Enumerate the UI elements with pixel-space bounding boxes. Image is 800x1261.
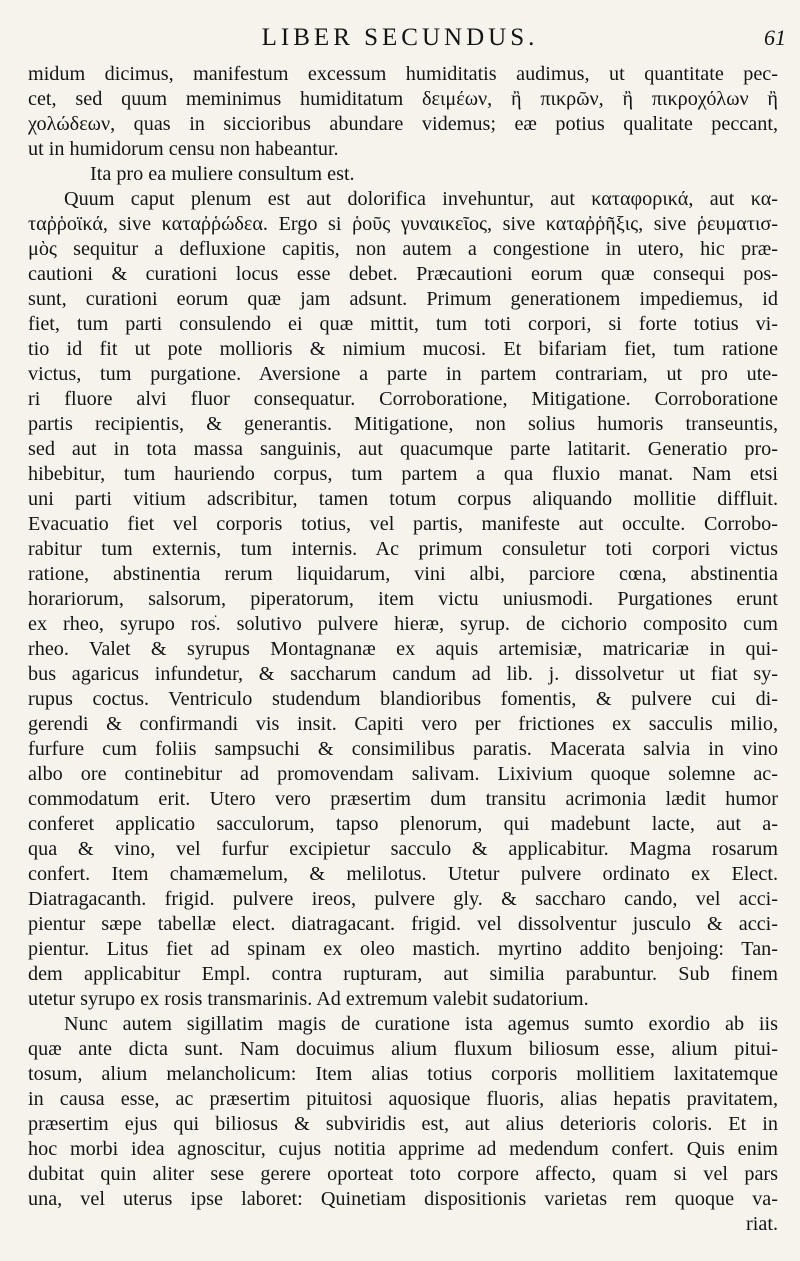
text-line: quæ ante dicta sunt. Nam docuimus alium fluxum biliosum esse, alium pitui-	[28, 1038, 778, 1060]
text-line: præsertim ejus qui biliosus & subviridis est, aut alius deterioris coloris. Et in	[28, 1113, 778, 1135]
text-line: pientur sæpe tabellæ elect. diatragacant. frigid. vel dissolventur jusculo & acci-	[28, 913, 778, 935]
text-line: albo ore continebitur ad promovendam salivam. Lixivium quoque solemne ac-	[28, 763, 778, 785]
text-line: rheo. Valet & syrupus Montagnanæ ex aquis artemisiæ, matricariæ in qui-	[28, 638, 778, 660]
text-line: partis recipientis, & generantis. Mitigatione, non solius humoris transeuntis,	[28, 413, 778, 435]
text-line: qua & vino, vel furfur excipietur sacculo & applicabitur. Magma rosarum	[28, 838, 778, 860]
body-text	[28, 62, 778, 1237]
text-line: ratione, abstinentia rerum liquidarum, vini albi, parciore cœna, abstinentia	[28, 563, 778, 585]
text-line: bus agaricus infundetur, & saccharum candum ad lib. j. dissolvetur ut fiat sy-	[28, 663, 778, 685]
text-line: furfure cum foliis sampsuchi & consimilibus paratis. Macerata salvia in vino	[28, 738, 778, 760]
text-line: conferet applicatio sacculorum, tapso plenorum, qui madebunt lacte, aut a-	[28, 813, 778, 835]
text-line: in causa esse, ac præsertim pituitosi aquosique fluoris, alias hepatis pravitatem,	[28, 1088, 778, 1110]
text-line: tosum, alium melancholicum: Item alias totius corporis mollitiem laxitatemque	[28, 1063, 778, 1085]
text-line: hoc morbi idea agnoscitur, cujus notitia apprime ad medendum confert. Quis enim	[28, 1138, 778, 1160]
text-line: rupus coctus. Ventriculo studendum blandioribus fomentis, & pulvere cui di-	[28, 688, 778, 710]
text-line: utetur syrupo ex rosis transmarinis. Ad extremum valebit sudatorium.	[28, 988, 589, 1010]
running-head	[0, 24, 800, 60]
text-line: Quum caput plenum est aut dolorifica invehuntur, aut καταφορικά, aut κα-	[64, 188, 778, 210]
text-line: uni parti vitium adscribitur, tamen totum corpus aliquando mollitie diffluit.	[28, 488, 778, 510]
text-line: Evacuatio fiet vel corporis totius, vel partis, manifeste aut occulte. Corrobo-	[28, 513, 778, 535]
text-line: fiet, tum parti consulendo ei quæ mittit, tum toti corpori, si forte totius vi-	[28, 313, 778, 335]
text-line: Nunc autem sigillatim magis de curatione ista agemus sumto exordio ab iis	[64, 1013, 778, 1035]
text-line: μὸς sequitur a defluxione capitis, non autem a congestione in utero, hic præ-	[28, 238, 778, 260]
text-line: sed aut in tota massa sanguinis, aut quacumque parte latitarit. Generatio pro-	[28, 438, 778, 460]
text-line: commodatum erit. Utero vero præsertim dum transitu acrimonia lædit humor	[28, 788, 778, 810]
text-line: ex rheo, syrupo rosֹ. solutivo pulvere hieræ, syrup. de cichorio composito cum	[28, 613, 778, 635]
text-line: tio id fit ut pote mollioris & nimium mucosi. Et bifariam fiet, tum ratione	[28, 338, 778, 360]
text-line: midum dicimus, manifestum excessum humiditatis audimus, ut quantitate pec-	[28, 63, 778, 85]
text-line: dubitat quin aliter sese gerere oporteat toto corpore affecto, quam si vel pars	[28, 1163, 778, 1185]
text-line: χολώδεων, quas in siccioribus abundare videmus; eæ potius qualitate peccant,	[28, 113, 778, 135]
text-line: pientur. Litus fiet ad spinam ex oleo mastich. myrtino addito benjoing: Tan-	[28, 938, 778, 960]
text-line: hibebitur, tum hauriendo corpus, tum partem a qua fluxio manat. Nam etsi	[28, 463, 778, 485]
text-line: Diatragacanth. frigid. pulvere ireos, pulvere gly. & saccharo cando, vel acci-	[28, 888, 778, 910]
text-line: sunt, curationi eorum quæ jam adsunt. Primum generationem impediemus, id	[28, 288, 778, 310]
text-line: horariorum, salsorum, piperatorum, item victu uniusmodi. Purgationes erunt	[28, 588, 778, 610]
text-line: dem applicabitur Empl. contra rupturam, aut similia parabuntur. Sub finem	[28, 963, 778, 985]
text-line: gerendi & confirmandi vis insit. Capiti vero per frictiones ex sacculis milio,	[28, 713, 778, 735]
text-line: ταῤῥοϊκά, sive καταῤῥώδεα. Ergo si ῥοῦς γυναικεῖος, sive καταῤῥῆξις, sive ῥευματισ-	[28, 213, 778, 235]
text-line: confert. Item chamæmelum, & melilotus. Utetur pulvere ordinato ex Elect.	[28, 863, 778, 885]
text-line: Ita pro ea muliere consultum est.	[90, 163, 355, 185]
running-title: LIBER SECUNDUS.	[261, 24, 539, 51]
text-line: cet, sed quum meminimus humiditatum δειμέων, ἢ πικρῶν, ἢ πικροχόλων ἢ	[28, 88, 778, 110]
text-line: ut in humidorum censu non habeantur.	[28, 138, 339, 160]
text-line: rabitur tum externis, tum internis. Ac primum consuletur toti corpori victus	[28, 538, 778, 560]
text-line: ri fluore alvi fluor consequatur. Corroboratione, Mitigatione. Corroboratione	[28, 388, 778, 410]
text-line: cautioni & curationi locus esse debet. Præcautioni eorum quæ consequi pos-	[28, 263, 778, 285]
text-line: una, vel uterus ipse laboret: Quinetiam dispositionis varietas rem quoque va-	[28, 1188, 778, 1210]
page-number: 61	[764, 25, 786, 50]
text-line: victus, tum purgatione. Aversione a parte in partem contrariam, ut pro ute-	[28, 363, 778, 385]
text-line: riat.	[746, 1213, 778, 1235]
